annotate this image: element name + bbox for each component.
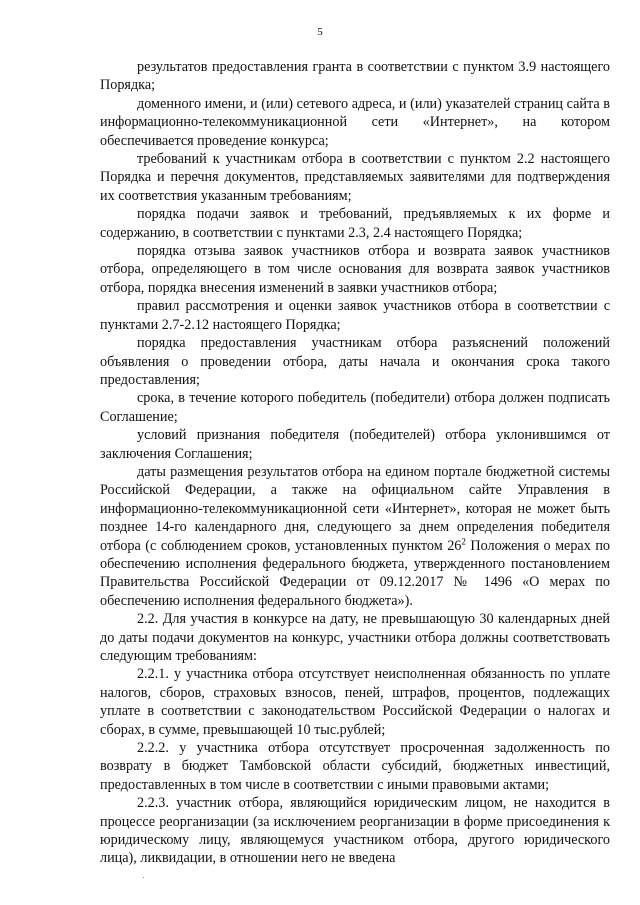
paragraph-signing-deadline: срока, в течение которого победитель (победители) отбора должен подписать Соглашение; (100, 390, 610, 425)
paragraph-clarifications: порядка предоставления участникам отбора разъяснений положений объявления о проведении отбора, даты начала и окончания срока такого предоставления; (100, 335, 610, 388)
publication-dates-text-part1: даты размещения результатов отбора на едином портале бюджетной системы Российской Федерации, а также на официальном сайте Управления в информационно-телекоммуникационной сети «Интернет», которая не может быть позднее 14-го календарного дня, следующего за днем определения победителя отбора (с соблюдением сроков, установленных пунктом 26 (100, 463, 610, 554)
paragraph-grant-results: результатов предоставления гранта в соответствии с пунктом 3.9 настоящего Порядка; (100, 59, 610, 94)
paragraph-requirements: требований к участникам отбора в соответствии с пунктом 2.2 настоящего Порядка и перечня документов, представляемых заявителями для подтверждения их соответствия указанным требованиям; (100, 151, 610, 204)
document-body (100, 58, 610, 868)
section-2-2: 2.2. Для участия в конкурсе на дату, не превышающую 30 календарных дней до даты подачи документов на конкурс, участники отбора должны соответствовать следующим требованиям: (100, 611, 610, 664)
paragraph-application-procedure: порядка подачи заявок и требований, предъявляемых к их форме и содержанию, в соответствии с пунктами 2.3, 2.4 настоящего Порядка; (100, 206, 610, 241)
paragraph-review-rules: правил рассмотрения и оценки заявок участников отбора в соответствии с пунктами 2.7-2.12 настоящего Порядка; (100, 298, 610, 333)
paragraph-evasion-conditions: условий признания победителя (победителей) отбора уклонившимся от заключения Соглашения; (100, 427, 610, 462)
section-2-2-3: 2.2.3. участник отбора, являющийся юридическим лицом, не находится в процессе реорганизации (за исключением реорганизации в форме присоединения к юридическому лицу, являющемуся участником отбора, другого юридического лица), ликвидации, в отношении него не введена (100, 795, 610, 867)
paragraph-publication-dates (100, 463, 610, 610)
paragraph-domain-name: доменного имени, и (или) сетевого адреса, и (или) указателей страниц сайта в информационно-телекоммуникационной сети «Интернет», на котором обеспечивается проведение конкурса; (100, 95, 610, 149)
publication-dates-text-part2: Положения о мерах по обеспечению исполнения федерального бюджета, утвержденного постановлением Правительства Российской Федерации от 09.12.2017 № 1496 «О мерах по обеспечению исполнения федерального бюджета»). (100, 537, 611, 609)
section-2-2-1: 2.2.1. у участника отбора отсутствует неисполненная обязанность по уплате налогов, сборов, страховых взносов, пеней, штрафов, процентов, подлежащих уплате в соответствии с законодательством Российской Федерации о налогах и сборах, в сумме, превышающей 10 тыс.рублей; (100, 666, 610, 738)
page-number: 5 (317, 26, 323, 38)
paragraph-withdrawal-procedure: порядка отзыва заявок участников отбора и возврата заявок участников отбора, определяющего в том числе основания для возврата заявок участников отбора, порядка внесения изменений в заявки участников отбора; (100, 243, 610, 296)
footnote-superscript: 2 (461, 535, 466, 546)
scan-speck (143, 877, 144, 878)
section-2-2-2: 2.2.2. у участника отбора отсутствует просроченная задолженность по возврату в бюджет Тамбовской области субсидий, бюджетных инвестиций, предоставленных в том числе в соответствии с иными правовыми актами; (100, 740, 610, 793)
